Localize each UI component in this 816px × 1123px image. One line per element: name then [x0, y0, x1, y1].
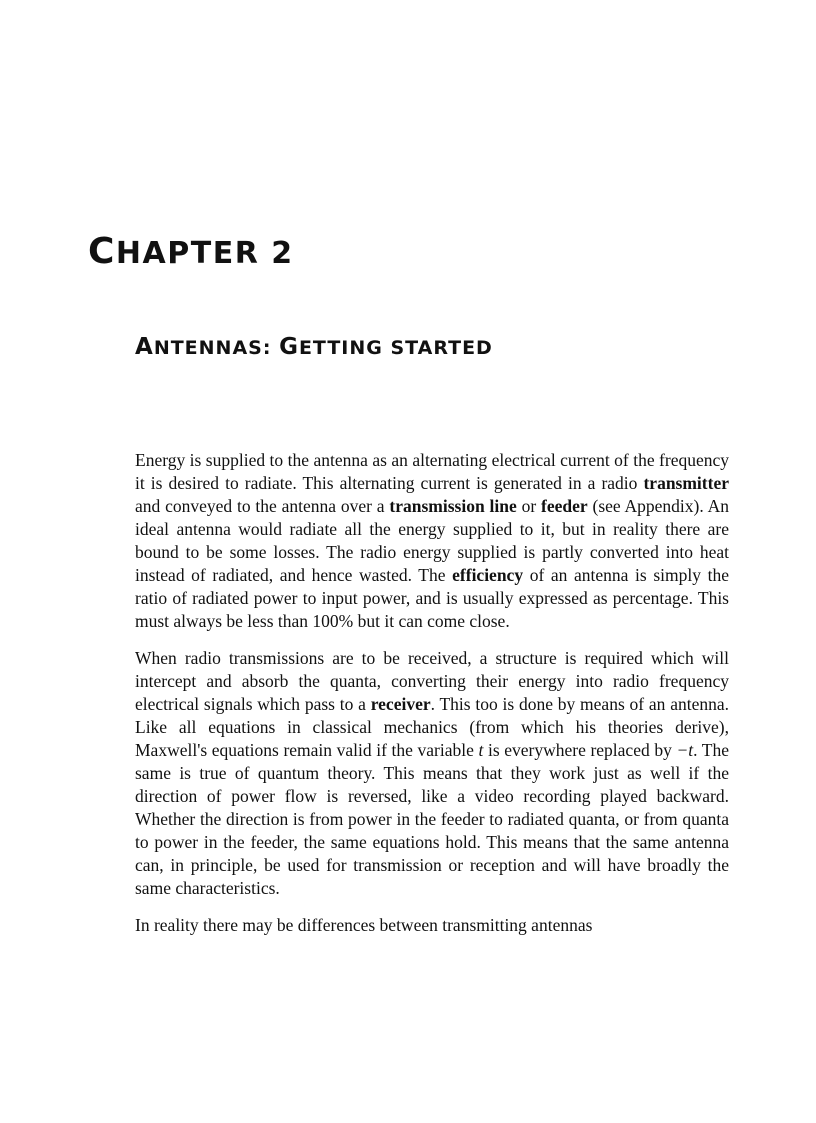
paragraph-3 [135, 914, 729, 937]
p1-text-2: and conveyed to the antenna over a [135, 496, 390, 516]
chapter-title-initial: C [88, 231, 116, 272]
p2-text-1: When radio transmissions are to be received, a structure is required which will intercept and absorb the quanta, converting their energy into radio frequency electrical signals which pass to a [135, 648, 729, 714]
p2-text-4: . The same is true of quantum theory. This means that they work just as well if the direction of power flow is reversed, like a video recording played backward. Whether the direction is from power in the feeder to radiated quanta, or from quanta to power in the feeder, the same equations hold. This means that the same antenna can, in principle, be used for transmission or reception and will have broadly the same characteristics. [135, 740, 729, 898]
chapter-title [88, 231, 294, 272]
term-transmitter: transmitter [643, 473, 729, 493]
chapter-title-rest: HAPTER 2 [115, 236, 294, 271]
p2-text-2: . This too is done by means of an antenna. Like all equations in classical mechanics (from which his theories derive), Maxwell's equations remain valid if the variable [135, 694, 729, 760]
section-title-rest-2: ETTING STARTED [298, 337, 493, 359]
p1-text-1: Energy is supplied to the antenna as an alternating electrical current of the frequency it is desired to radiate. This alternating current is generated in a radio [135, 450, 729, 493]
paragraph-2 [135, 647, 729, 900]
term-efficiency: efficiency [452, 565, 524, 585]
term-receiver: receiver [370, 694, 431, 714]
variable-minus-t: −t [676, 740, 694, 760]
variable-t: t [478, 740, 484, 760]
p2-text-3: is everywhere replaced by [483, 740, 677, 760]
paragraph-1 [135, 449, 729, 633]
section-title [135, 336, 493, 359]
p1-text-3: or [516, 496, 542, 516]
section-title-rest-1: NTENNAS: [153, 337, 280, 359]
section-title-initial-1: A [135, 334, 154, 360]
body-text [135, 449, 729, 951]
p1-text-5: of an antenna is simply the ratio of radiated power to input power, and is usually expressed as percentage. This must always be less than 100% but it can come close. [135, 565, 729, 631]
section-title-initial-2: G [279, 334, 299, 360]
term-transmission-line: transmission line [389, 496, 517, 516]
p3-text-1: In reality there may be differences between transmitting antennas [135, 915, 593, 935]
p1-text-4: (see Appendix). An ideal antenna would radiate all the energy supplied to it, but in reality there are bound to be some losses. The radio energy supplied is partly converted into heat instead of radiated, and hence wasted. The [135, 496, 729, 585]
term-feeder: feeder [541, 496, 588, 516]
